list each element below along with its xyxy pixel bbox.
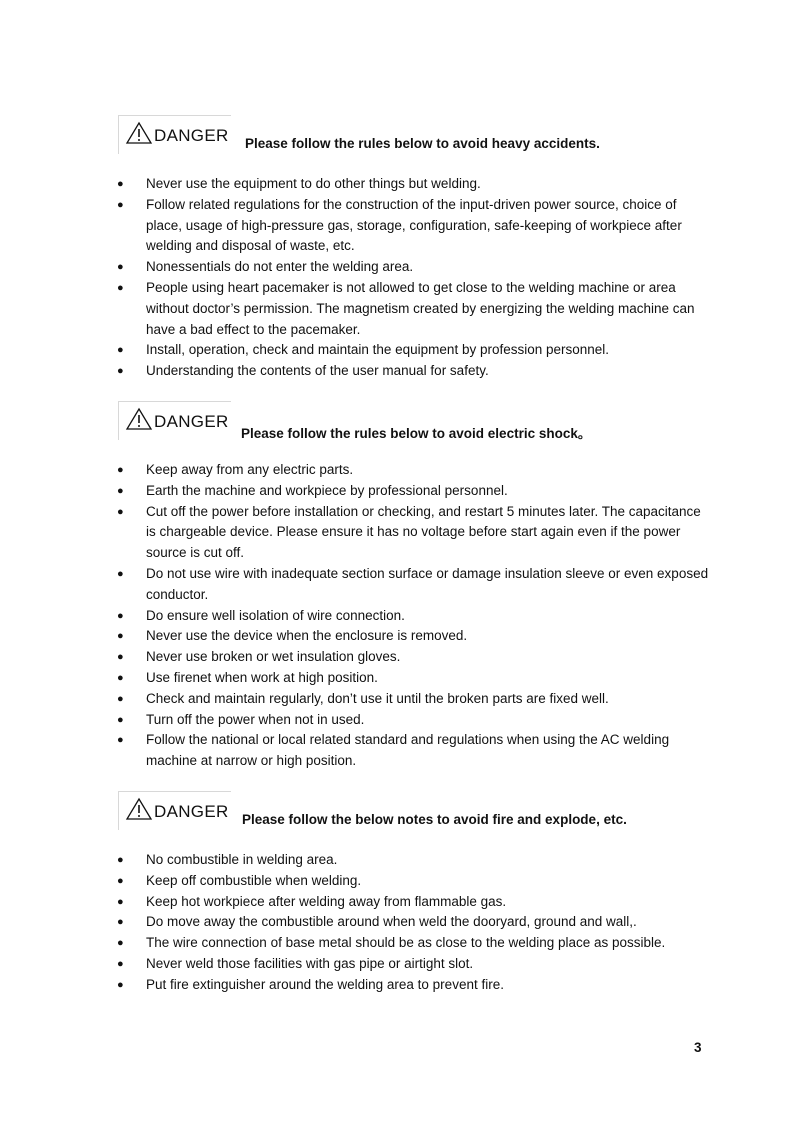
list-item-text: People using heart pacemaker is not allowed to get close to the welding machine or area without doctor’s permission. The magnetism created by energizing the welding machine can have a bad effect to the pacemaker. bbox=[146, 279, 695, 337]
list-item-text: Use firenet when work at high position. bbox=[146, 669, 378, 685]
warning-triangle-icon bbox=[125, 797, 153, 821]
bullet: ● bbox=[117, 630, 124, 643]
bullet: ● bbox=[117, 916, 124, 929]
list-item-text: Earth the machine and workpiece by professional personnel. bbox=[146, 482, 508, 498]
list-item-text: Check and maintain regularly, don’t use it until the broken parts are fixed well. bbox=[146, 690, 609, 706]
bullet: ● bbox=[117, 734, 124, 747]
bullet: ● bbox=[117, 344, 124, 357]
list-item-text: Never weld those facilities with gas pipe or airtight slot. bbox=[146, 955, 474, 971]
list-item bbox=[0, 626, 794, 647]
bullet: ● bbox=[117, 692, 124, 705]
danger-label: DANGER bbox=[154, 412, 229, 431]
danger-section-accidents bbox=[0, 115, 794, 382]
list-item bbox=[0, 278, 794, 340]
list-item-text: Do move away the combustible around when weld the dooryard, ground and wall,. bbox=[146, 914, 637, 930]
list-item-text: The wire connection of base metal should be as close to the welding place as possible. bbox=[146, 935, 666, 951]
list-item bbox=[0, 361, 794, 382]
list-item bbox=[0, 564, 794, 606]
danger-header bbox=[0, 791, 794, 841]
bullet: ● bbox=[117, 978, 124, 991]
page-number: 3 bbox=[694, 1040, 702, 1055]
list-item bbox=[0, 954, 794, 975]
list-item-text: Never use the equipment to do other things but welding. bbox=[146, 176, 481, 191]
rules-list bbox=[0, 174, 794, 382]
list-item-text: Do not use wire with inadequate section surface or damage insulation sleeve or even exposed conductor. bbox=[146, 565, 709, 602]
list-item bbox=[0, 730, 794, 772]
list-item bbox=[0, 912, 794, 933]
bullet: ● bbox=[117, 198, 124, 211]
list-item bbox=[0, 850, 794, 871]
list-item-text: Follow the national or local related standard and regulations when using the AC welding machine at narrow or high position. bbox=[146, 732, 670, 769]
danger-label: DANGER bbox=[154, 802, 229, 821]
bullet: ● bbox=[117, 713, 124, 726]
list-item bbox=[0, 668, 794, 689]
list-item-text: Keep away from any electric parts. bbox=[146, 462, 354, 477]
list-item-text: Keep hot workpiece after welding away from flammable gas. bbox=[146, 893, 507, 909]
bullet: ● bbox=[117, 671, 124, 684]
list-item bbox=[0, 174, 794, 195]
list-item-text: Cut off the power before installation or checking, and restart 5 minutes later. The capacitance is chargeable device. Please ensure it has no voltage before start again even if the power source is cut off. bbox=[146, 503, 701, 561]
list-item bbox=[0, 340, 794, 361]
bullet: ● bbox=[117, 365, 124, 378]
danger-label-box bbox=[118, 115, 231, 154]
bullet: ● bbox=[117, 261, 124, 274]
bullet: ● bbox=[117, 854, 124, 866]
warning-triangle-icon bbox=[125, 121, 153, 145]
bullet: ● bbox=[117, 609, 124, 622]
bullet: ● bbox=[117, 895, 124, 908]
bullet: ● bbox=[117, 651, 124, 664]
rules-list bbox=[0, 460, 794, 772]
list-item-text: No combustible in welding area. bbox=[146, 852, 338, 867]
list-item bbox=[0, 460, 794, 481]
list-item-text: Do ensure well isolation of wire connection. bbox=[146, 607, 405, 623]
list-item bbox=[0, 257, 794, 278]
danger-header bbox=[0, 401, 794, 451]
list-item-text: Keep off combustible when welding. bbox=[146, 872, 362, 888]
list-item-text: Install, operation, check and maintain the equipment by profession personnel. bbox=[146, 342, 610, 358]
list-item-text: Follow related regulations for the construction of the input-driven power source, choice of place, usage of high-pressure gas, storage, configuration, safe-keeping of workpiece after welding and disposal of waste, etc. bbox=[146, 196, 682, 254]
list-item bbox=[0, 481, 794, 502]
list-item bbox=[0, 933, 794, 954]
list-item-text: Nonessentials do not enter the welding area. bbox=[146, 259, 414, 275]
bullet: ● bbox=[117, 567, 124, 580]
rules-list bbox=[0, 850, 794, 996]
list-item-text: Never use broken or wet insulation gloves. bbox=[146, 649, 401, 665]
list-item-text: Put fire extinguisher around the welding area to prevent fire. bbox=[146, 976, 504, 992]
list-item bbox=[0, 871, 794, 892]
bullet: ● bbox=[117, 178, 124, 190]
danger-label-box bbox=[118, 401, 231, 440]
list-item bbox=[0, 606, 794, 627]
danger-note: Please follow the below notes to avoid fire and explode, etc. bbox=[242, 812, 627, 827]
list-item bbox=[0, 892, 794, 913]
list-item bbox=[0, 647, 794, 668]
list-item-text: Never use the device when the enclosure is removed. bbox=[146, 628, 468, 644]
list-item-text: Understanding the contents of the user manual for safety. bbox=[146, 363, 489, 379]
bullet: ● bbox=[117, 937, 124, 950]
bullet: ● bbox=[117, 957, 124, 970]
list-item-text: Turn off the power when not in used. bbox=[146, 711, 365, 727]
list-item bbox=[0, 975, 794, 996]
bullet: ● bbox=[117, 281, 124, 294]
danger-label-box bbox=[118, 791, 231, 830]
list-item bbox=[0, 710, 794, 731]
danger-note: Please follow the rules below to avoid heavy accidents. bbox=[245, 136, 600, 151]
danger-note: Please follow the rules below to avoid electric shock。 bbox=[241, 426, 592, 441]
danger-section-electric-shock bbox=[0, 401, 794, 772]
bullet: ● bbox=[117, 874, 124, 887]
danger-section-fire bbox=[0, 791, 794, 996]
warning-triangle-icon bbox=[125, 407, 153, 431]
bullet: ● bbox=[117, 505, 124, 518]
bullet: ● bbox=[117, 484, 124, 497]
list-item bbox=[0, 502, 794, 564]
danger-header bbox=[0, 115, 794, 165]
list-item bbox=[0, 195, 794, 257]
bullet: ● bbox=[117, 464, 124, 476]
list-item bbox=[0, 689, 794, 710]
danger-label: DANGER bbox=[154, 126, 229, 145]
